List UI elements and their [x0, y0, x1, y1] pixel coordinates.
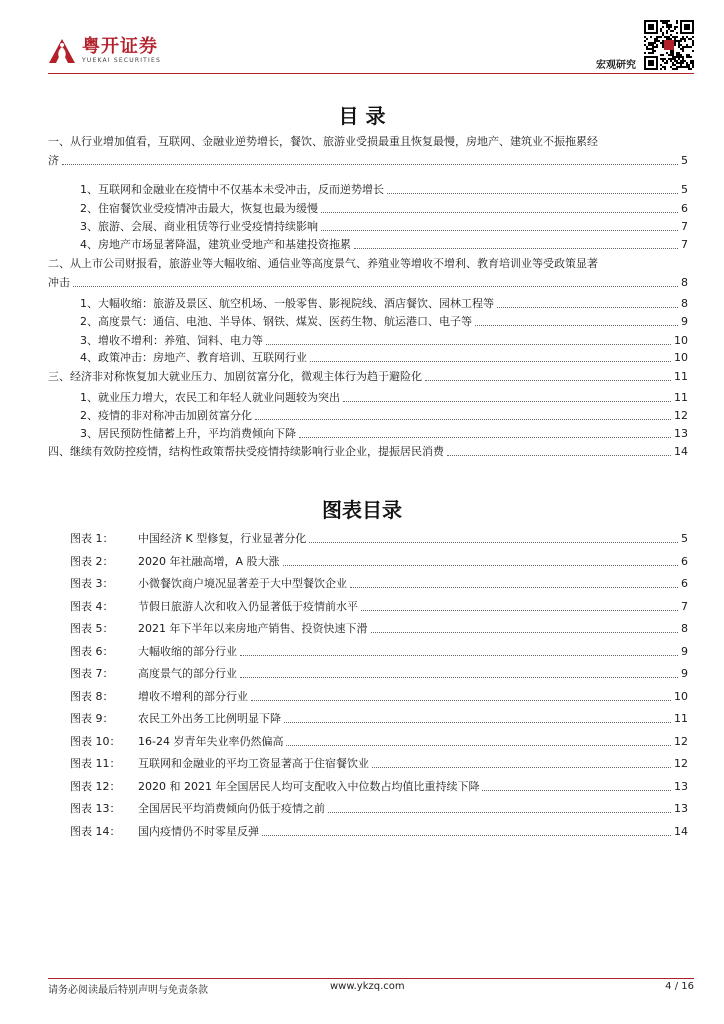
page-number: 7 — [681, 238, 688, 251]
dot-leader — [372, 766, 671, 768]
page-number: 13 — [674, 802, 688, 815]
dot-leader — [299, 436, 671, 438]
toc-subentry[interactable] — [80, 237, 688, 252]
dot-leader — [354, 247, 678, 249]
page-number: 14 — [674, 824, 688, 838]
dot-leader — [283, 564, 678, 566]
toc-entry-wrap-line[interactable]: 一、从行业增加值看，互联网、金融业逆势增长，餐饮、旅游业受损最重且恢复最慢，房地产、建筑业不振拖累经 — [48, 135, 598, 148]
dot-leader — [321, 211, 678, 213]
toc-entry[interactable] — [48, 153, 688, 168]
figure-toc-entry[interactable] — [70, 554, 688, 569]
figures-toc-title: 图表目录 — [322, 498, 402, 522]
figure-number: 图表 9： — [70, 712, 114, 725]
figure-number: 图表 5： — [70, 622, 114, 635]
dot-leader — [240, 676, 678, 678]
entry-label: 2、高度景气：通信、电池、半导体、钢铁、煤炭、医药生物、航运港口、电子等 — [80, 315, 472, 328]
entry-label: 国内疫情仍不时零星反弹 — [138, 824, 259, 838]
page-number: 9 — [681, 667, 688, 680]
toc-subentry[interactable] — [80, 350, 688, 365]
page-number: 6 — [681, 202, 688, 215]
page-number: 7 — [681, 599, 688, 613]
figure-number: 图表 1： — [70, 532, 114, 545]
entry-label: 2021 年下半年以来房地产销售、投资快速下滑 — [138, 622, 368, 635]
report-type-label: 宏观研究 — [596, 60, 636, 71]
entry-label: 互联网和金融业的平均工资显著高于住宿餐饮业 — [138, 757, 369, 770]
footer-page-number: 4 / 16 — [665, 981, 694, 992]
toc-entry-wrap-line[interactable]: 二、从上市公司财报看，旅游业等大幅收缩、通信业等高度景气、养殖业等增收不增利、教育培训业等受政策显著 — [48, 257, 598, 270]
figure-number: 图表 13： — [70, 802, 121, 815]
entry-label: 高度景气的部分行业 — [138, 667, 237, 680]
toc-subentry[interactable] — [80, 314, 688, 329]
entry-label: 农民工外出务工比例明显下降 — [138, 712, 281, 725]
dot-leader — [255, 418, 671, 420]
entry-label: 冲击 — [48, 276, 70, 289]
entry-label: 2、疫情的非对称冲击加剧贫富分化 — [80, 409, 252, 422]
page-number: 6 — [681, 577, 688, 590]
entry-label: 1、大幅收缩：旅游及景区、航空机场、一般零售、影视院线、酒店餐饮、园林工程等 — [80, 297, 494, 310]
figure-number: 图表 14： — [70, 824, 121, 838]
page-number: 12 — [674, 757, 688, 770]
footer-website[interactable]: www.ykzq.com — [330, 981, 405, 992]
page-number: 5 — [681, 183, 688, 196]
figure-number: 图表 2： — [70, 554, 114, 568]
entry-label: 2020 和 2021 年全国居民人均可支配收入中位数占均值比重持续下降 — [138, 779, 480, 793]
toc-entry[interactable] — [48, 369, 688, 384]
page-number: 10 — [674, 689, 688, 703]
entry-label: 1、互联网和金融业在疫情中不仅基本未受冲击，反而逆势增长 — [80, 183, 384, 196]
entry-label: 大幅收缩的部分行业 — [138, 644, 237, 658]
figure-toc-entry[interactable] — [70, 666, 688, 681]
dot-leader — [387, 192, 678, 194]
figure-toc-entry[interactable] — [70, 531, 688, 546]
page-number: 5 — [681, 532, 688, 545]
figure-toc-entry[interactable] — [70, 711, 688, 726]
dot-leader — [425, 379, 671, 381]
entry-label: 3、居民预防性储蓄上升，平均消费倾向下降 — [80, 427, 296, 440]
figure-toc-entry[interactable] — [70, 779, 688, 794]
logo-cn-text: 粤开证券 — [82, 36, 158, 57]
dot-leader — [371, 631, 679, 633]
entry-label: 4、房地产市场显著降温，建筑业受地产和基建投资拖累 — [80, 238, 351, 251]
figure-toc-entry[interactable] — [70, 599, 688, 614]
page-number: 13 — [674, 779, 688, 793]
figure-number: 图表 4： — [70, 599, 114, 613]
entry-label: 增收不增利的部分行业 — [138, 689, 248, 703]
page-number: 12 — [674, 734, 688, 748]
toc-subentry[interactable] — [80, 182, 688, 197]
page-number: 10 — [674, 334, 688, 347]
dot-leader — [284, 721, 671, 723]
toc-subentry[interactable] — [80, 201, 688, 216]
dot-leader — [73, 285, 678, 287]
toc-entry[interactable] — [48, 444, 688, 459]
page-number: 11 — [674, 370, 688, 383]
header-divider — [48, 73, 694, 74]
dot-leader — [309, 541, 678, 543]
toc-subentry[interactable] — [80, 219, 688, 234]
company-logo — [48, 38, 161, 64]
entry-label: 中国经济 K 型修复，行业显著分化 — [138, 532, 307, 545]
entry-label: 3、旅游、会展、商业租赁等行业受疫情持续影响 — [80, 220, 318, 233]
toc-entry[interactable] — [48, 275, 688, 290]
figure-toc-entry[interactable] — [70, 801, 688, 816]
figure-number: 图表 6： — [70, 644, 114, 658]
dot-leader — [497, 306, 678, 308]
footer-divider — [48, 978, 694, 979]
toc-subentry[interactable] — [80, 426, 688, 441]
page-number: 10 — [674, 351, 688, 364]
figure-number: 图表 8： — [70, 689, 114, 703]
toc-subentry[interactable] — [80, 296, 688, 311]
figure-toc-entry[interactable] — [70, 644, 688, 659]
dot-leader — [343, 400, 671, 402]
entry-label: 2020 年社融高增，A 股大涨 — [138, 554, 280, 568]
page-number: 6 — [681, 554, 688, 568]
dot-leader — [482, 789, 671, 791]
dot-leader — [350, 586, 678, 588]
page-number: 13 — [674, 427, 688, 440]
entry-label: 济 — [48, 154, 59, 167]
dot-leader — [321, 229, 678, 231]
company-logo-icon — [48, 38, 76, 64]
toc-subentry[interactable] — [80, 408, 688, 423]
toc-subentry[interactable] — [80, 333, 688, 348]
page-number: 8 — [681, 297, 688, 310]
figure-toc-entry[interactable] — [70, 621, 688, 636]
entry-label: 四、继续有效防控疫情，结构性政策帮扶受疫情持续影响行业企业，提振居民消费 — [48, 445, 444, 458]
entry-label: 小微餐饮商户境况显著差于大中型餐饮企业 — [138, 577, 347, 590]
dot-leader — [310, 360, 671, 362]
entry-label: 16-24 岁青年失业率仍然偏高 — [138, 734, 284, 748]
entry-label: 节假日旅游人次和收入仍显著低于疫情前水平 — [138, 599, 358, 613]
entry-label: 3、增收不增利：养殖、饲料、电力等 — [80, 334, 263, 347]
page-number: 9 — [681, 644, 688, 658]
entry-label: 三、经济非对称恢复加大就业压力、加剧贫富分化，微观主体行为趋于避险化 — [48, 370, 422, 383]
footer-disclaimer: 请务必阅读最后特别声明与免责条款 — [48, 985, 208, 996]
dot-leader — [266, 343, 671, 345]
figure-number: 图表 12： — [70, 779, 121, 793]
figure-number: 图表 3： — [70, 577, 114, 590]
dot-leader — [361, 609, 678, 611]
figure-toc-entry[interactable] — [70, 824, 688, 839]
page-number: 11 — [674, 712, 688, 725]
dot-leader — [262, 834, 671, 836]
page-number: 5 — [681, 154, 688, 167]
entry-label: 2、住宿餐饮业受疫情冲击最大，恢复也最为缓慢 — [80, 202, 318, 215]
page-number: 12 — [674, 409, 688, 422]
page-header — [48, 20, 694, 72]
figure-number: 图表 10： — [70, 734, 121, 748]
page-number: 14 — [674, 445, 688, 458]
dot-leader — [240, 654, 678, 656]
dot-leader — [328, 811, 671, 813]
entry-label: 1、就业压力增大，农民工和年轻人就业问题较为突出 — [80, 391, 340, 404]
page-number: 9 — [681, 315, 688, 328]
figure-toc-entry[interactable] — [70, 689, 688, 704]
page-number: 8 — [681, 276, 688, 289]
figure-number: 图表 11： — [70, 757, 121, 770]
page-number: 8 — [681, 622, 688, 635]
entry-label: 全国居民平均消费倾向仍低于疫情之前 — [138, 802, 325, 815]
entry-label: 4、政策冲击：房地产、教育培训、互联网行业 — [80, 351, 307, 364]
toc-subentry[interactable] — [80, 390, 688, 405]
figure-toc-entry[interactable] — [70, 576, 688, 591]
dot-leader — [447, 454, 671, 456]
figure-toc-entry[interactable] — [70, 756, 688, 771]
figure-toc-entry[interactable] — [70, 734, 688, 749]
qr-code-image — [644, 20, 694, 70]
logo-en-text: YUEKAI SECURITIES — [82, 57, 162, 64]
dot-leader — [62, 163, 678, 165]
page-number: 7 — [681, 220, 688, 233]
dot-leader — [475, 324, 678, 326]
figure-number: 图表 7： — [70, 667, 114, 680]
page-number: 11 — [674, 391, 688, 404]
dot-leader — [286, 744, 671, 746]
toc-title: 目 录 — [338, 104, 386, 128]
dot-leader — [251, 699, 671, 701]
